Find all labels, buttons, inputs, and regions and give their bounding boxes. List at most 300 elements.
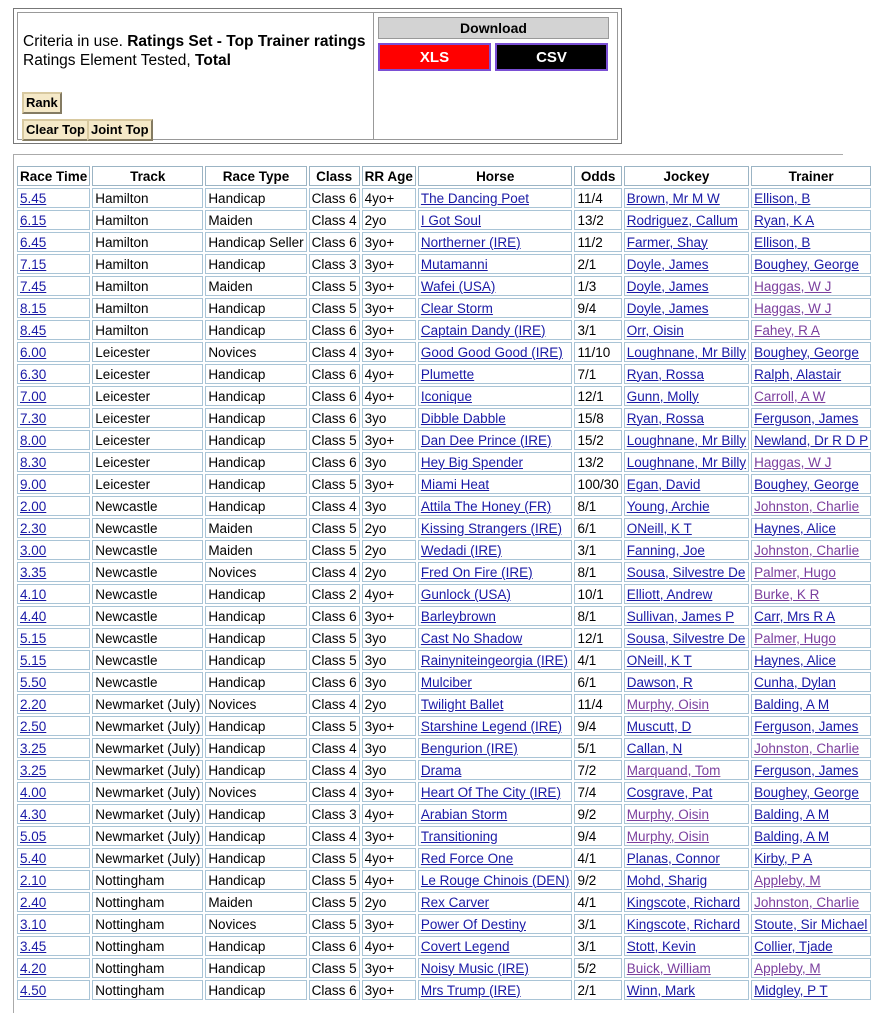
- jockey-link[interactable]: Dawson, R: [626, 674, 693, 690]
- race-time-link[interactable]: 2.40: [20, 894, 47, 910]
- rr-age-cell: 4yo+: [362, 386, 416, 406]
- horse-link[interactable]: Gunlock (USA): [420, 586, 511, 602]
- class-cell: Class 5: [309, 958, 360, 978]
- trainer-link[interactable]: Boughey, George: [754, 476, 859, 492]
- odds-cell: 13/2: [574, 210, 621, 230]
- horse-link[interactable]: Wedadi (IRE): [420, 542, 502, 558]
- jockey-link[interactable]: Loughnane, Mr Billy: [626, 432, 747, 448]
- horse-link[interactable]: Iconique: [420, 388, 472, 404]
- race-time-cell: [17, 254, 90, 274]
- horse-link[interactable]: Twilight Ballet: [420, 696, 504, 712]
- race-time-link[interactable]: 5.40: [20, 850, 47, 866]
- race-type-cell: Maiden: [205, 892, 306, 912]
- horse-link[interactable]: Captain Dandy (IRE): [420, 322, 546, 338]
- jockey-link[interactable]: Planas, Connor: [626, 850, 720, 866]
- race-time-link[interactable]: 3.35: [20, 564, 47, 580]
- track-cell: Hamilton: [92, 276, 203, 296]
- trainer-cell: [751, 496, 871, 516]
- race-time-link[interactable]: 4.10: [20, 586, 47, 602]
- jockey-link[interactable]: Doyle, James: [626, 300, 709, 316]
- jockey-cell: [624, 584, 749, 604]
- odds-cell: 8/1: [574, 496, 621, 516]
- jockey-link[interactable]: ONeill, K T: [626, 652, 692, 668]
- download-xls-button[interactable]: XLS: [378, 43, 491, 71]
- trainer-link[interactable]: Boughey, George: [754, 784, 859, 800]
- horse-link[interactable]: Clear Storm: [420, 300, 493, 316]
- criteria-prefix: Criteria in use.: [23, 33, 128, 50]
- race-type-cell: Handicap: [205, 826, 306, 846]
- race-time-link[interactable]: 2.20: [20, 696, 47, 712]
- race-time-cell: [17, 188, 90, 208]
- rr-age-cell: 2yo: [362, 694, 416, 714]
- race-time-cell: [17, 430, 90, 450]
- trainer-link[interactable]: Haynes, Alice: [754, 520, 836, 536]
- criteria-cell: [18, 13, 374, 139]
- jockey-cell: [624, 914, 749, 934]
- race-time-link[interactable]: 6.30: [20, 366, 47, 382]
- race-type-cell: Handicap: [205, 364, 306, 384]
- class-cell: Class 6: [309, 386, 360, 406]
- horse-link[interactable]: Attila The Honey (FR): [420, 498, 552, 514]
- trainer-link[interactable]: Haggas, W J: [754, 278, 832, 294]
- odds-cell: 9/4: [574, 826, 621, 846]
- race-time-link[interactable]: 8.30: [20, 454, 47, 470]
- race-type-cell: Handicap: [205, 628, 306, 648]
- table-row: [17, 540, 871, 560]
- race-type-cell: Handicap: [205, 606, 306, 626]
- jockey-link[interactable]: Loughnane, Mr Billy: [626, 344, 747, 360]
- race-time-cell: [17, 320, 90, 340]
- trainer-link[interactable]: Appleby, M: [754, 872, 821, 888]
- jockey-cell: [624, 694, 749, 714]
- track-cell: Nottingham: [92, 936, 203, 956]
- header-track: Track: [92, 166, 203, 186]
- table-row: [17, 870, 871, 890]
- jockey-link[interactable]: Mohd, Sharig: [626, 872, 708, 888]
- race-time-link[interactable]: 4.20: [20, 960, 47, 976]
- race-type-cell: Novices: [205, 694, 306, 714]
- track-cell: Hamilton: [92, 320, 203, 340]
- race-time-link[interactable]: 3.45: [20, 938, 47, 954]
- horse-link[interactable]: I Got Soul: [420, 212, 481, 228]
- trainer-link[interactable]: Johnston, Charlie: [754, 542, 860, 558]
- rr-age-cell: 2yo: [362, 562, 416, 582]
- race-time-link[interactable]: 4.30: [20, 806, 47, 822]
- jockey-link[interactable]: Sullivan, James P: [626, 608, 735, 624]
- jockey-link[interactable]: Farmer, Shay: [626, 234, 708, 250]
- race-time-link[interactable]: 2.10: [20, 872, 47, 888]
- horse-link[interactable]: Rainyniteingeorgia (IRE): [420, 652, 568, 668]
- race-type-cell: Handicap: [205, 430, 306, 450]
- table-row: [17, 782, 871, 802]
- odds-cell: 2/1: [574, 254, 621, 274]
- trainer-link[interactable]: Ryan, K A: [754, 212, 815, 228]
- odds-cell: 8/1: [574, 606, 621, 626]
- race-time-link[interactable]: 6.15: [20, 212, 47, 228]
- trainer-link[interactable]: Ferguson, James: [754, 410, 859, 426]
- horse-link[interactable]: Dibble Dabble: [420, 410, 506, 426]
- jockey-cell: [624, 650, 749, 670]
- jockey-link[interactable]: Winn, Mark: [626, 982, 696, 998]
- horse-link[interactable]: Starshine Legend (IRE): [420, 718, 562, 734]
- jockey-link[interactable]: Loughnane, Mr Billy: [626, 454, 747, 470]
- trainer-link[interactable]: Haggas, W J: [754, 454, 832, 470]
- trainer-link[interactable]: Fahey, R A: [754, 322, 820, 338]
- race-time-cell: [17, 760, 90, 780]
- table-row: [17, 254, 871, 274]
- table-row: [17, 210, 871, 230]
- horse-link[interactable]: Hey Big Spender: [420, 454, 523, 470]
- horse-link[interactable]: Miami Heat: [420, 476, 490, 492]
- trainer-cell: [751, 848, 871, 868]
- jockey-link[interactable]: Kingscote, Richard: [626, 894, 741, 910]
- race-time-link[interactable]: 6.45: [20, 234, 47, 250]
- odds-cell: 10/1: [574, 584, 621, 604]
- trainer-link[interactable]: Balding, A M: [754, 828, 830, 844]
- rank-button[interactable]: Rank: [22, 92, 62, 114]
- rr-age-cell: 2yo: [362, 210, 416, 230]
- jockey-cell: [624, 452, 749, 472]
- header-jockey: Jockey: [624, 166, 749, 186]
- jockey-link[interactable]: Callan, N: [626, 740, 683, 756]
- track-cell: Leicester: [92, 430, 203, 450]
- horse-link[interactable]: Mulciber: [420, 674, 472, 690]
- jockey-cell: [624, 408, 749, 428]
- jockey-link[interactable]: Fanning, Joe: [626, 542, 705, 558]
- trainer-link[interactable]: Palmer, Hugo: [754, 564, 836, 580]
- horse-cell: [418, 452, 573, 472]
- track-cell: Newcastle: [92, 650, 203, 670]
- race-time-link[interactable]: 8.45: [20, 322, 47, 338]
- jockey-link[interactable]: Stott, Kevin: [626, 938, 696, 954]
- horse-link[interactable]: Arabian Storm: [420, 806, 508, 822]
- odds-cell: 8/1: [574, 562, 621, 582]
- race-type-cell: Handicap: [205, 474, 306, 494]
- element-value: Total: [195, 52, 231, 69]
- horse-link[interactable]: Drama: [420, 762, 462, 778]
- trainer-link[interactable]: Carroll, A W: [754, 388, 826, 404]
- jockey-link[interactable]: Brown, Mr M W: [626, 190, 720, 206]
- class-cell: Class 5: [309, 276, 360, 296]
- rr-age-cell: 3yo+: [362, 474, 416, 494]
- jockey-cell: [624, 232, 749, 252]
- horse-cell: [418, 936, 573, 956]
- race-time-link[interactable]: 8.00: [20, 432, 47, 448]
- track-cell: Leicester: [92, 474, 203, 494]
- table-row: [17, 232, 871, 252]
- horse-link[interactable]: Heart Of The City (IRE): [420, 784, 561, 800]
- trainer-link[interactable]: Balding, A M: [754, 806, 830, 822]
- horse-link[interactable]: Mrs Trump (IRE): [420, 982, 521, 998]
- jockey-link[interactable]: Doyle, James: [626, 278, 709, 294]
- jockey-cell: [624, 936, 749, 956]
- rr-age-cell: 3yo+: [362, 298, 416, 318]
- odds-cell: 15/2: [574, 430, 621, 450]
- race-type-cell: Handicap: [205, 452, 306, 472]
- track-cell: Newcastle: [92, 562, 203, 582]
- jockey-link[interactable]: Cosgrave, Pat: [626, 784, 713, 800]
- rr-age-cell: 3yo+: [362, 606, 416, 626]
- race-time-link[interactable]: 3.10: [20, 916, 47, 932]
- jockey-link[interactable]: Orr, Oisin: [626, 322, 684, 338]
- horse-link[interactable]: Plumette: [420, 366, 475, 382]
- jockey-link[interactable]: Marquand, Tom: [626, 762, 721, 778]
- jockey-cell: [624, 760, 749, 780]
- trainer-link[interactable]: Boughey, George: [754, 344, 859, 360]
- class-cell: Class 4: [309, 210, 360, 230]
- trainer-link[interactable]: Ferguson, James: [754, 762, 859, 778]
- jockey-link[interactable]: Ryan, Rossa: [626, 410, 705, 426]
- horse-cell: [418, 408, 573, 428]
- header-race-type: Race Type: [205, 166, 306, 186]
- horse-link[interactable]: Red Force One: [420, 850, 514, 866]
- horse-link[interactable]: Power Of Destiny: [420, 916, 526, 932]
- race-time-cell: [17, 210, 90, 230]
- race-type-cell: Handicap: [205, 870, 306, 890]
- download-csv-button[interactable]: CSV: [495, 43, 608, 71]
- jockey-link[interactable]: Sousa, Silvestre De: [626, 630, 746, 646]
- horse-link[interactable]: Noisy Music (IRE): [420, 960, 529, 976]
- jockey-link[interactable]: Buick, William: [626, 960, 711, 976]
- jockey-link[interactable]: Murphy, Oisin: [626, 696, 710, 712]
- download-cell: [374, 13, 617, 139]
- race-time-link[interactable]: 6.00: [20, 344, 47, 360]
- race-time-link[interactable]: 3.25: [20, 762, 47, 778]
- jockey-link[interactable]: Egan, David: [626, 476, 701, 492]
- horse-link[interactable]: Dan Dee Prince (IRE): [420, 432, 552, 448]
- race-type-cell: Handicap: [205, 848, 306, 868]
- trainer-link[interactable]: Ellison, B: [754, 234, 811, 250]
- horse-cell: [418, 980, 573, 1000]
- horse-cell: [418, 518, 573, 538]
- race-time-link[interactable]: 4.00: [20, 784, 47, 800]
- race-time-link[interactable]: 5.45: [20, 190, 47, 206]
- trainer-link[interactable]: Kirby, P A: [754, 850, 813, 866]
- race-time-link[interactable]: 2.00: [20, 498, 47, 514]
- odds-cell: 9/2: [574, 804, 621, 824]
- rr-age-cell: 4yo+: [362, 870, 416, 890]
- jockey-cell: [624, 518, 749, 538]
- table-row: [17, 430, 871, 450]
- horse-cell: [418, 804, 573, 824]
- header-race-time: Race Time: [17, 166, 90, 186]
- horse-link[interactable]: Cast No Shadow: [420, 630, 523, 646]
- class-cell: Class 5: [309, 716, 360, 736]
- trainer-link[interactable]: Haggas, W J: [754, 300, 832, 316]
- race-time-link[interactable]: 2.30: [20, 520, 47, 536]
- horse-cell: [418, 716, 573, 736]
- jockey-link[interactable]: Ryan, Rossa: [626, 366, 705, 382]
- class-cell: Class 4: [309, 342, 360, 362]
- jockey-link[interactable]: Rodriguez, Callum: [626, 212, 738, 228]
- odds-cell: 5/2: [574, 958, 621, 978]
- trainer-link[interactable]: Carr, Mrs R A: [754, 608, 836, 624]
- trainer-cell: [751, 364, 871, 384]
- trainer-cell: [751, 738, 871, 758]
- jockey-cell: [624, 870, 749, 890]
- trainer-link[interactable]: Newland, Dr R D P: [754, 432, 869, 448]
- trainer-cell: [751, 452, 871, 472]
- jockey-link[interactable]: Elliott, Andrew: [626, 586, 713, 602]
- race-time-link[interactable]: 3.25: [20, 740, 47, 756]
- download-header: Download: [378, 17, 609, 39]
- rr-age-cell: 2yo: [362, 892, 416, 912]
- race-time-cell: [17, 342, 90, 362]
- trainer-link[interactable]: Balding, A M: [754, 696, 830, 712]
- odds-cell: 9/4: [574, 298, 621, 318]
- trainer-link[interactable]: Appleby, M: [754, 960, 821, 976]
- jockey-link[interactable]: Young, Archie: [626, 498, 710, 514]
- table-row: [17, 716, 871, 736]
- odds-cell: 6/1: [574, 672, 621, 692]
- class-cell: Class 6: [309, 188, 360, 208]
- table-row: [17, 914, 871, 934]
- trainer-link[interactable]: Ellison, B: [754, 190, 811, 206]
- jockey-link[interactable]: Kingscote, Richard: [626, 916, 741, 932]
- horse-link[interactable]: Bengurion (IRE): [420, 740, 518, 756]
- odds-cell: 9/4: [574, 716, 621, 736]
- track-cell: Newcastle: [92, 628, 203, 648]
- rr-age-cell: 3yo+: [362, 782, 416, 802]
- trainer-link[interactable]: Ferguson, James: [754, 718, 859, 734]
- trainer-link[interactable]: Midgley, P T: [754, 982, 828, 998]
- trainer-cell: [751, 232, 871, 252]
- horse-link[interactable]: Fred On Fire (IRE): [420, 564, 533, 580]
- jockey-link[interactable]: Muscutt, D: [626, 718, 692, 734]
- trainer-cell: [751, 320, 871, 340]
- race-time-link[interactable]: 2.50: [20, 718, 47, 734]
- horse-link[interactable]: The Dancing Poet: [420, 190, 529, 206]
- trainer-link[interactable]: Boughey, George: [754, 256, 859, 272]
- table-row: [17, 892, 871, 912]
- rr-age-cell: 4yo+: [362, 364, 416, 384]
- table-row: [17, 188, 871, 208]
- jockey-link[interactable]: Doyle, James: [626, 256, 709, 272]
- horse-link[interactable]: Northerner (IRE): [420, 234, 521, 250]
- race-time-link[interactable]: 5.05: [20, 828, 47, 844]
- header-rr-age: RR Age: [362, 166, 416, 186]
- horse-cell: [418, 606, 573, 626]
- trainer-link[interactable]: Collier, Tjade: [754, 938, 833, 954]
- race-time-link[interactable]: 7.15: [20, 256, 47, 272]
- horse-link[interactable]: Covert Legend: [420, 938, 510, 954]
- trainer-cell: [751, 760, 871, 780]
- rr-age-cell: 3yo+: [362, 914, 416, 934]
- trainer-link[interactable]: Johnston, Charlie: [754, 740, 860, 756]
- track-cell: Newmarket (July): [92, 826, 203, 846]
- race-time-cell: [17, 518, 90, 538]
- horse-link[interactable]: Good Good Good (IRE): [420, 344, 563, 360]
- horse-link[interactable]: Transitioning: [420, 828, 498, 844]
- table-row: [17, 342, 871, 362]
- trainer-link[interactable]: Burke, K R: [754, 586, 820, 602]
- race-time-link[interactable]: 5.50: [20, 674, 47, 690]
- jockey-cell: [624, 716, 749, 736]
- class-cell: Class 4: [309, 694, 360, 714]
- rr-age-cell: 3yo+: [362, 254, 416, 274]
- header-odds: Odds: [574, 166, 621, 186]
- horse-link[interactable]: Mutamanni: [420, 256, 488, 272]
- jockey-link[interactable]: Sousa, Silvestre De: [626, 564, 746, 580]
- element-prefix: Ratings Element Tested,: [23, 52, 196, 69]
- race-type-cell: Handicap: [205, 386, 306, 406]
- jockey-link[interactable]: Murphy, Oisin: [626, 828, 710, 844]
- race-time-link[interactable]: 5.15: [20, 652, 47, 668]
- trainer-cell: [751, 562, 871, 582]
- race-time-link[interactable]: 7.30: [20, 410, 47, 426]
- table-row: [17, 496, 871, 516]
- horse-link[interactable]: Barleybrown: [420, 608, 496, 624]
- jockey-cell: [624, 848, 749, 868]
- horse-link[interactable]: Le Rouge Chinois (DEN): [420, 872, 570, 888]
- race-type-cell: Novices: [205, 782, 306, 802]
- trainer-cell: [751, 804, 871, 824]
- trainer-link[interactable]: Johnston, Charlie: [754, 894, 860, 910]
- race-type-cell: Handicap: [205, 936, 306, 956]
- trainer-cell: [751, 342, 871, 362]
- odds-cell: 7/1: [574, 364, 621, 384]
- jockey-cell: [624, 430, 749, 450]
- jockey-link[interactable]: ONeill, K T: [626, 520, 692, 536]
- horse-cell: [418, 826, 573, 846]
- race-time-link[interactable]: 5.15: [20, 630, 47, 646]
- horse-link[interactable]: Rex Carver: [420, 894, 490, 910]
- rr-age-cell: 4yo+: [362, 936, 416, 956]
- race-type-cell: Handicap: [205, 716, 306, 736]
- odds-cell: 4/1: [574, 650, 621, 670]
- race-time-link[interactable]: 3.00: [20, 542, 47, 558]
- horse-link[interactable]: Kissing Strangers (IRE): [420, 520, 562, 536]
- trainer-link[interactable]: Ralph, Alastair: [754, 366, 842, 382]
- race-time-link[interactable]: 9.00: [20, 476, 47, 492]
- table-row: [17, 980, 871, 1000]
- trainer-link[interactable]: Johnston, Charlie: [754, 498, 860, 514]
- trainer-cell: [751, 408, 871, 428]
- horse-cell: [418, 848, 573, 868]
- race-time-link[interactable]: 8.15: [20, 300, 47, 316]
- jockey-link[interactable]: Gunn, Molly: [626, 388, 699, 404]
- joint-top-button[interactable]: Joint Top: [87, 119, 153, 141]
- trainer-cell: [751, 474, 871, 494]
- jockey-cell: [624, 496, 749, 516]
- race-time-cell: [17, 386, 90, 406]
- trainer-link[interactable]: Palmer, Hugo: [754, 630, 836, 646]
- horse-cell: [418, 760, 573, 780]
- jockey-link[interactable]: Murphy, Oisin: [626, 806, 710, 822]
- race-type-cell: Handicap: [205, 298, 306, 318]
- race-time-link[interactable]: 7.45: [20, 278, 47, 294]
- clear-top-button[interactable]: Clear Top: [22, 119, 89, 141]
- race-time-cell: [17, 474, 90, 494]
- race-time-link[interactable]: 7.00: [20, 388, 47, 404]
- class-cell: Class 5: [309, 430, 360, 450]
- trainer-cell: [751, 298, 871, 318]
- race-time-link[interactable]: 4.40: [20, 608, 47, 624]
- trainer-link[interactable]: Stoute, Sir Michael: [754, 916, 868, 932]
- class-cell: Class 6: [309, 452, 360, 472]
- horse-cell: [418, 320, 573, 340]
- trainer-cell: [751, 540, 871, 560]
- track-cell: Newcastle: [92, 496, 203, 516]
- rr-age-cell: 3yo: [362, 452, 416, 472]
- trainer-link[interactable]: Haynes, Alice: [754, 652, 836, 668]
- jockey-cell: [624, 738, 749, 758]
- race-time-link[interactable]: 4.50: [20, 982, 47, 998]
- horse-link[interactable]: Wafei (USA): [420, 278, 496, 294]
- class-cell: Class 6: [309, 232, 360, 252]
- trainer-link[interactable]: Cunha, Dylan: [754, 674, 836, 690]
- track-cell: Newmarket (July): [92, 694, 203, 714]
